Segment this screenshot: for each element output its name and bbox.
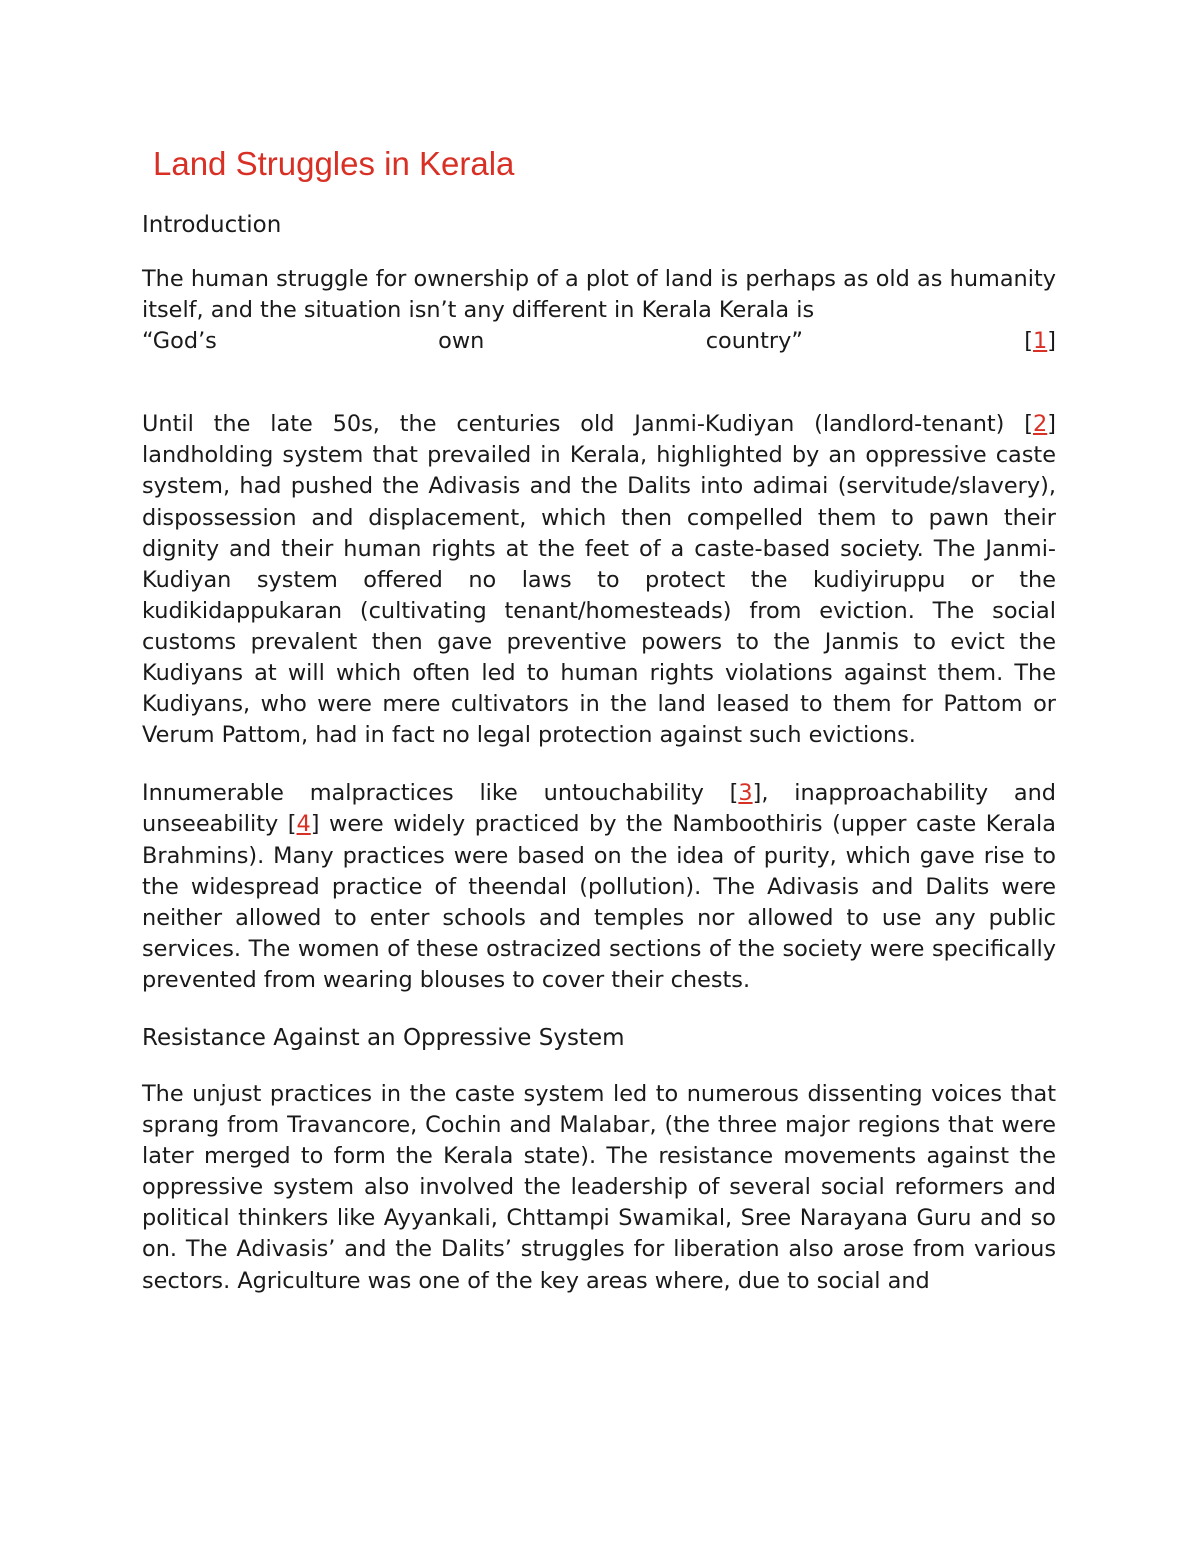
paragraph-text: ], inapproachability and unseeability [	[142, 780, 1057, 838]
footnote-link-1[interactable]: 1	[1033, 328, 1048, 355]
paragraph-introduction-last-line	[142, 326, 1056, 357]
paragraph-text: Innumerable malpractices like untouchability [	[142, 780, 739, 807]
resistance-heading: Resistance Against an Oppressive System	[142, 1024, 625, 1051]
paragraph-text: The human struggle for ownership of a plot of land is perhaps as old as humanity itself, and the situation isn’t any different in Kerala Kerala is	[142, 266, 1056, 324]
footnote-link-2[interactable]: 2	[1033, 411, 1048, 438]
footnote-link-3[interactable]: 3	[738, 780, 753, 807]
footnote-link-4[interactable]: 4	[296, 811, 311, 838]
introduction-heading: Introduction	[142, 212, 282, 238]
paragraph-text: “God’s own country” [	[142, 328, 1033, 355]
paragraph-text: ]	[1047, 328, 1056, 355]
paragraph-introduction	[142, 264, 1056, 326]
paragraph-text: Until the late 50s, the centuries old Janmi-Kudiyan (landlord-tenant) [	[142, 411, 1033, 438]
document-title: Land Struggles in Kerala	[153, 145, 515, 182]
paragraph-text: ] were widely practiced by the Namboothiris (upper caste Kerala Brahmins). Many practices were based on the idea of purity, which gave rise to the widespread practice of theendal (pollution). The Adivasis and Dalits were neither allowed to enter schools and temples nor allowed to use any public services. The women of these ostracized sections of the society were specifically prevented from wearing blouses to cover their chests.	[142, 811, 1056, 993]
paragraph-resistance: The unjust practices in the caste system led to numerous dissenting voices that sprang from Travancore, Cochin and Malabar, (the three major regions that were later merged to form the Kerala state). The resistance movements against the oppressive system also involved the leadership of several social reformers and political thinkers like Ayyankali, Chttampi Swamikal, Sree Narayana Guru and so on. The Adivasis’ and the Dalits’ struggles for liberation also arose from various sectors. Agriculture was one of the key areas where, due to social and	[142, 1080, 1056, 1294]
paragraph-malpractices	[142, 778, 1056, 996]
paragraph-janmi-kudiyan	[142, 409, 1056, 751]
paragraph-text: ] landholding system that prevailed in Kerala, highlighted by an oppressive caste system, had pushed the Adivasis and the Dalits into adimai (servitude/slavery), dispossession and displacement, which then compelled them to pawn their dignity and their human rights at the feet of a caste-based society. The Janmi-Kudiyan system offered no laws to protect the kudiyiruppu or the kudikidappukaran (cultivating tenant/homesteads) from eviction. The social customs prevalent then gave preventive powers to the Janmis to evict the Kudiyans at will which often led to human rights violations against them. The Kudiyans, who were mere cultivators in the land leased to them for Pattom or Verum Pattom, had in fact no legal protection against such evictions.	[142, 411, 1056, 749]
document-body	[142, 138, 1056, 1297]
